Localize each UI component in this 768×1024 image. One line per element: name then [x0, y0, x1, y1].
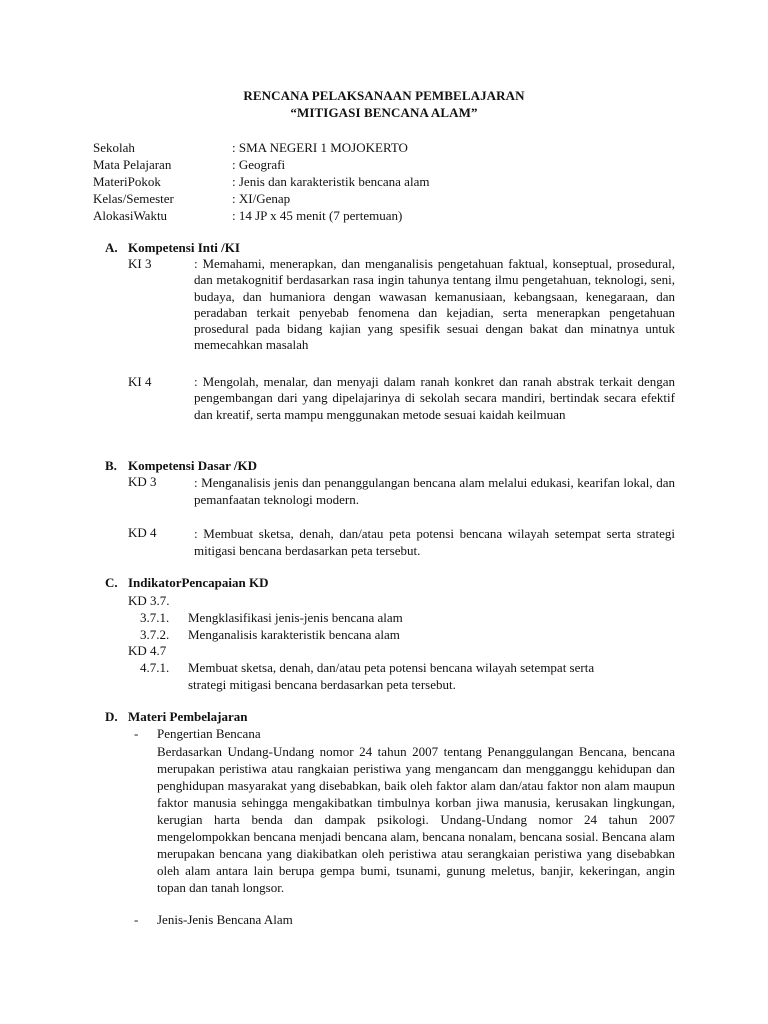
- indicator-text-continued: strategi mitigasi bencana berdasarkan peta tersebut.: [188, 677, 456, 692]
- document-subtitle: “MITIGASI BENCANA ALAM”: [290, 105, 478, 120]
- indicator-number: 3.7.1.: [140, 610, 170, 625]
- identity-label: Mata Pelajaran: [93, 157, 172, 172]
- identity-value: : 14 JP x 45 menit (7 pertemuan): [232, 208, 403, 223]
- identity-value: : XI/Genap: [232, 191, 291, 206]
- section-b-heading: [105, 458, 257, 474]
- indicator-text: Membuat sketsa, denah, dan/atau peta potensi bencana wilayah setempat serta: [188, 660, 595, 675]
- section-a-heading: [105, 240, 240, 256]
- identity-value: : SMA NEGERI 1 MOJOKERTO: [232, 140, 408, 155]
- section-title: Kompetensi Inti /KI: [128, 240, 240, 255]
- kd3-text: : Menganalisis jenis dan penanggulangan bencana alam melalui edukasi, kearifan lokal, dan pemanfaatan teknologi modern.: [194, 475, 675, 507]
- kd4-text: : Membuat sketsa, denah, dan/atau peta potensi bencana wilayah setempat serta strategi mitigasi bencana berdasarkan peta tersebut.: [194, 526, 675, 558]
- section-title: IndikatorPencapaian KD: [128, 575, 269, 590]
- section-letter: C.: [105, 575, 118, 590]
- indicator-number: 3.7.2.: [140, 627, 170, 642]
- kd3-label: KD 3: [128, 474, 157, 489]
- identity-label: Kelas/Semester: [93, 191, 174, 206]
- indicator-text: Mengklasifikasi jenis-jenis bencana alam: [188, 610, 403, 625]
- kd4-label: KD 4: [128, 525, 157, 540]
- list-bullet: -: [134, 726, 139, 741]
- indicator-text: Menganalisis karakteristik bencana alam: [188, 627, 400, 642]
- document-title: RENCANA PELAKSANAAN PEMBELAJARAN: [243, 88, 525, 103]
- indicator-kd3-label: KD 3.7.: [128, 593, 170, 608]
- section-letter: D.: [105, 709, 118, 724]
- section-d-heading: [105, 709, 247, 725]
- identity-value: : Geografi: [232, 157, 286, 172]
- ki4-label: KI 4: [128, 374, 152, 389]
- identity-label: MateriPokok: [93, 174, 161, 189]
- identity-label: AlokasiWaktu: [93, 208, 168, 223]
- identity-label: Sekolah: [93, 140, 135, 155]
- materi-heading: Pengertian Bencana: [157, 726, 261, 741]
- identity-value: : Jenis dan karakteristik bencana alam: [232, 174, 430, 189]
- ki3-text: : Memahami, menerapkan, dan menganalisis pengetahuan faktual, konseptual, prosedural, dan metakognitif berdasarkan rasa ingin tahunya tentang ilmu pengetahuan, teknologi, seni, budaya, dan humaniora dengan wawasan kemanusiaan, kebangsaan, kenegaraan, dan peradaban terkait penyebab fenomena dan kejadian, serta menerapkan pengetahuan prosedural pada bidang kajian yang spesifik sesuai dengan bakat dan minatnya untuk memecahkan masalah: [194, 256, 675, 353]
- indicator-kd4-label: KD 4.7: [128, 643, 167, 658]
- materi-heading: Jenis-Jenis Bencana Alam: [157, 912, 293, 927]
- ki4-text: : Mengolah, menalar, dan menyaji dalam ranah konkret dan ranah abstrak terkait dengan pengembangan dari yang dipelajarinya di sekolah secara mandiri, bertindak secara efektif dan kreatif, serta mampu menggunakan metode sesuai kaidah keilmuan: [194, 374, 675, 422]
- materi-paragraph: Berdasarkan Undang-Undang nomor 24 tahun 2007 tentang Penanggulangan Bencana, bencana merupakan peristiwa atau rangkaian peristiwa yang mengancam dan mengganggu kehidupan dan penghidupan masyarakat yang disebabkan, baik oleh faktor alam dan/atau faktor non alam maupun faktor manusia sehingga mengakibatkan timbulnya korban jiwa manusia, kerusakan lingkungan, kerugian harta benda dan dampak psikologi. Undang-Undang nomor 24 tahun 2007 mengelompokkan bencana menjadi bencana alam, bencana nonalam, bencana sosial. Bencana alam merupakan bencana yang diakibatkan oleh peristiwa atau serangkaian peristiwa yang disebabkan oleh alam antara lain berupa gempa bumi, tsunami, gunung meletus, banjir, kekeringan, angin topan dan tanah longsor.: [157, 744, 675, 895]
- section-c-heading: [105, 575, 269, 591]
- ki3-label: KI 3: [128, 256, 152, 271]
- list-bullet: -: [134, 912, 139, 927]
- section-letter: B.: [105, 458, 117, 473]
- section-title: Materi Pembelajaran: [128, 709, 248, 724]
- indicator-number: 4.7.1.: [140, 660, 170, 675]
- section-title: Kompetensi Dasar /KD: [128, 458, 258, 473]
- section-letter: A.: [105, 240, 118, 255]
